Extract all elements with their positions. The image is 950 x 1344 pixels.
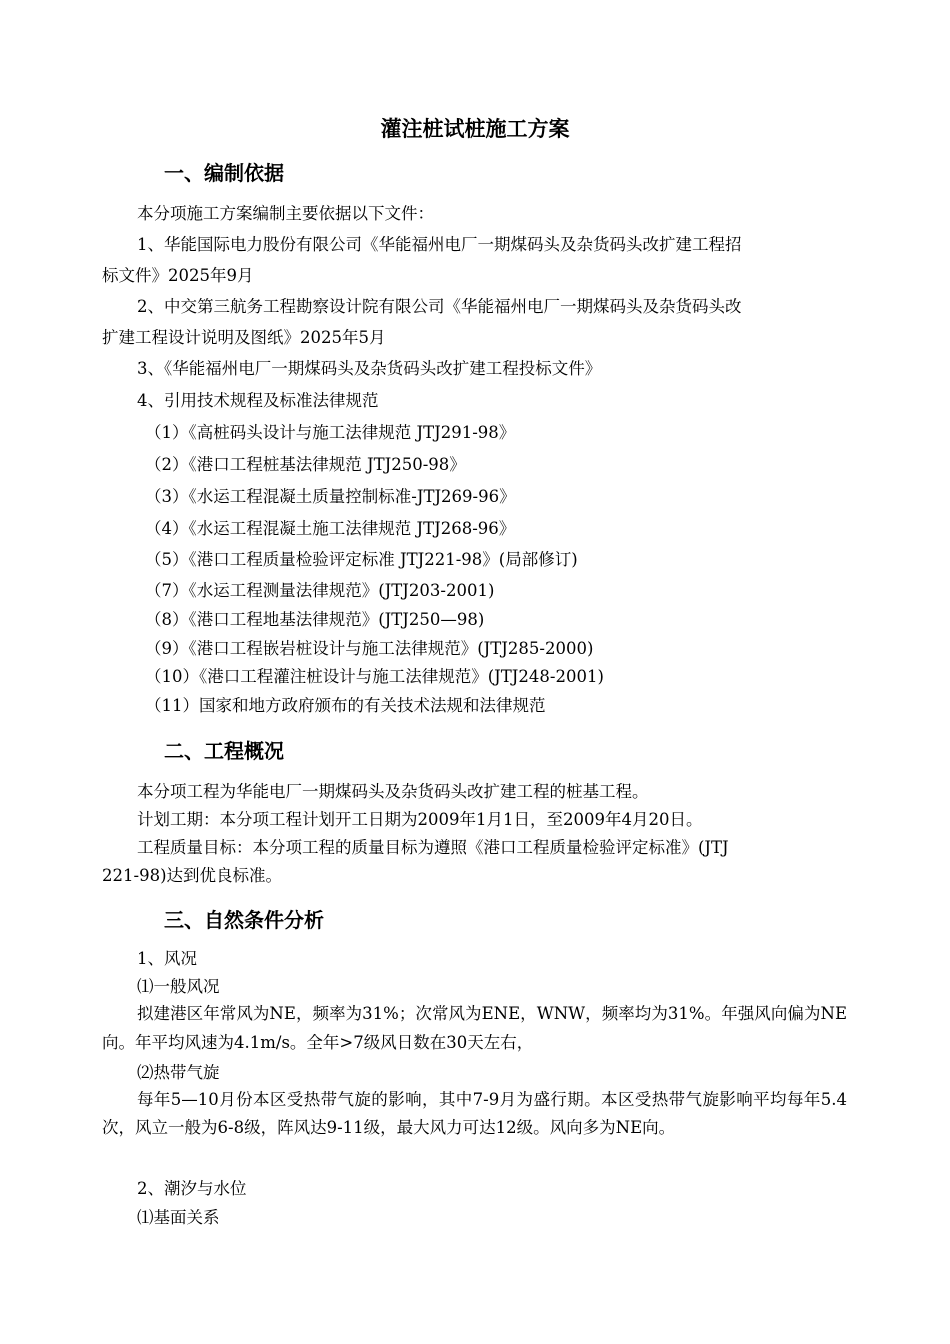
paragraph: 拟建港区年常风为NE，频率为31%；次常风为ENE，WNW，频率均为31%。年强风向偏为NE向。年平均风速为4.1m/s。全年>7级风日数在30天左右， bbox=[102, 1004, 847, 1052]
section-heading-basis: 一、编制依据 bbox=[164, 161, 284, 185]
list-item: （11）国家和地方政府颁布的有关技术法规和法律规范 bbox=[145, 696, 546, 715]
list-item: （4）《水运工程混凝土施工法律规范 JTJ268-96》 bbox=[145, 519, 516, 538]
paragraph: 2、潮汐与水位 bbox=[137, 1179, 247, 1198]
paragraph: 标文件》2025年9月 bbox=[102, 266, 254, 285]
paragraph: 1、华能国际电力股份有限公司《华能福州电厂一期煤码头及杂货码头改扩建工程招 bbox=[137, 235, 742, 254]
paragraph: 工程质量目标：本分项工程的质量目标为遵照《港口工程质量检验评定标准》(JTJ bbox=[137, 838, 729, 857]
paragraph: 4、引用技术规程及标准法律规范 bbox=[137, 391, 379, 410]
list-item: （7）《水运工程测量法律规范》(JTJ203-2001) bbox=[145, 581, 495, 600]
list-item: （1）《高桩码头设计与施工法律规范 JTJ291-98》 bbox=[145, 423, 516, 442]
section-heading-natural-conditions: 三、自然条件分析 bbox=[164, 908, 324, 932]
paragraph: ⑴一般风况 bbox=[137, 977, 220, 996]
list-item: （5）《港口工程质量检验评定标准 JTJ221-98》(局部修订) bbox=[145, 550, 578, 569]
paragraph: 3、《华能福州电厂一期煤码头及杂货码头改扩建工程投标文件》 bbox=[137, 359, 602, 378]
list-item: （3）《水运工程混凝土质量控制标准-JTJ269-96》 bbox=[145, 487, 516, 506]
list-item: （9）《港口工程嵌岩桩设计与施工法律规范》(JTJ285-2000) bbox=[145, 639, 594, 658]
paragraph: 2、中交第三航务工程勘察设计院有限公司《华能福州电厂一期煤码头及杂货码头改 bbox=[137, 297, 742, 316]
paragraph: ⑵热带气旋 bbox=[137, 1063, 220, 1082]
paragraph: 1、风况 bbox=[137, 949, 197, 968]
paragraph: 每年5—10月份本区受热带气旋的影响，其中7-9月为盛行期。本区受热带气旋影响平均每年5.4次，风立一般为6-8级，阵风达9-11级，最大风力可达12级。风向多为NE向。 bbox=[102, 1090, 847, 1137]
list-item: （8）《港口工程地基法律规范》(JTJ250—98) bbox=[145, 610, 485, 629]
paragraph: 221-98)达到优良标准。 bbox=[102, 866, 283, 885]
list-item: （2）《港口工程桩基法律规范 JTJ250-98》 bbox=[145, 455, 466, 474]
paragraph: 计划工期：本分项工程计划开工日期为2009年1月1日，至2009年4月20日。 bbox=[137, 810, 703, 829]
section-heading-overview: 二、工程概况 bbox=[164, 739, 284, 763]
list-item: （10）《港口工程灌注桩设计与施工法律规范》(JTJ248-2001) bbox=[145, 667, 604, 686]
paragraph: ⑴基面关系 bbox=[137, 1208, 220, 1227]
document-title: 灌注桩试桩施工方案 bbox=[380, 117, 570, 141]
paragraph: 扩建工程设计说明及图纸》2025年5月 bbox=[102, 328, 386, 347]
paragraph: 本分项工程为华能电厂一期煤码头及杂货码头改扩建工程的桩基工程。 bbox=[137, 782, 649, 801]
paragraph: 本分项施工方案编制主要依据以下文件： bbox=[137, 204, 434, 223]
